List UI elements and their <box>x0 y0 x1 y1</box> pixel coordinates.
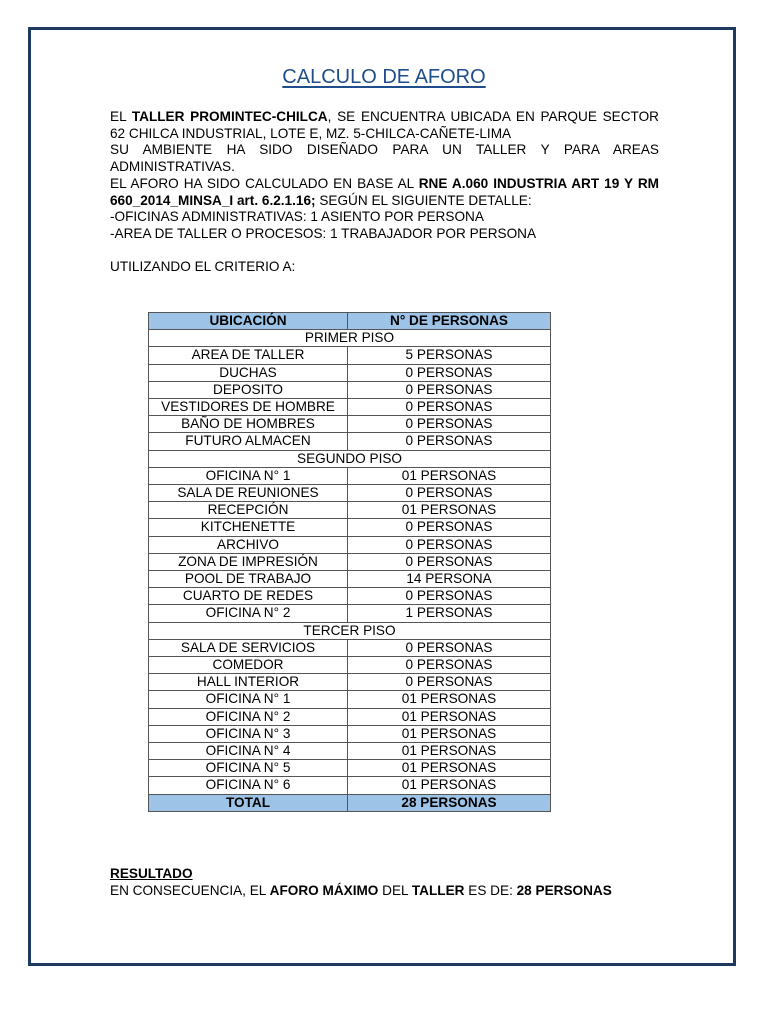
table-row <box>149 467 551 484</box>
section-title: TERCER PISO <box>149 622 551 639</box>
result-heading: RESULTADO <box>110 866 193 881</box>
table-row <box>149 433 551 450</box>
criterion-intro: UTILIZANDO EL CRITERIO A: <box>110 259 296 275</box>
location-cell: POOL DE TRABAJO <box>149 571 348 588</box>
table-row <box>149 364 551 381</box>
table-row <box>149 519 551 536</box>
table-row <box>149 725 551 742</box>
persons-cell: 0 PERSONAS <box>348 485 551 502</box>
persons-cell: 01 PERSONAS <box>348 502 551 519</box>
page-title: CALCULO DE AFORO <box>282 66 486 88</box>
persons-cell: 01 PERSONAS <box>348 777 551 794</box>
persons-cell: 0 PERSONAS <box>348 433 551 450</box>
header-location: UBICACIÓN <box>149 313 348 330</box>
location-cell: KITCHENETTE <box>149 519 348 536</box>
location-cell: RECEPCIÓN <box>149 502 348 519</box>
location-cell: ARCHIVO <box>149 536 348 553</box>
table-row <box>149 416 551 433</box>
persons-cell: 0 PERSONAS <box>348 639 551 656</box>
location-cell: OFICINA N° 2 <box>149 605 348 622</box>
table-row <box>149 485 551 502</box>
persons-cell: 01 PERSONAS <box>348 691 551 708</box>
section-row <box>149 622 551 639</box>
location-cell: OFICINA N° 3 <box>149 725 348 742</box>
table-row <box>149 691 551 708</box>
table-row <box>149 588 551 605</box>
criterion-offices: -OFICINAS ADMINISTRATIVAS: 1 ASIENTO POR PERSONA <box>110 209 484 225</box>
persons-cell: 0 PERSONAS <box>348 536 551 553</box>
table-row <box>149 639 551 656</box>
table-row <box>149 502 551 519</box>
table-row <box>149 657 551 674</box>
total-row <box>149 794 551 811</box>
location-cell: ZONA DE IMPRESIÓN <box>149 553 348 570</box>
persons-cell: 0 PERSONAS <box>348 519 551 536</box>
location-cell: FUTURO ALMACEN <box>149 433 348 450</box>
section-title: SEGUNDO PISO <box>149 450 551 467</box>
table-row <box>149 571 551 588</box>
location-cell: OFICINA N° 1 <box>149 467 348 484</box>
intro-text <box>110 109 659 276</box>
location-cell: HALL INTERIOR <box>149 674 348 691</box>
table-row <box>149 347 551 364</box>
location-cell: DEPOSITO <box>149 381 348 398</box>
persons-cell: 0 PERSONAS <box>348 657 551 674</box>
location-cell: OFICINA N° 5 <box>149 760 348 777</box>
intro-paragraph-location: EL TALLER PROMINTEC-CHILCA, SE ENCUENTRA UBICADA EN PARQUE SECTOR 62 CHILCA INDUSTRIAL, LOTE E, MZ. 5-CHILCA-CAÑETE-LIMA <box>110 109 659 141</box>
persons-cell: 01 PERSONAS <box>348 725 551 742</box>
table-row <box>149 743 551 760</box>
persons-cell: 14 PERSONA <box>348 571 551 588</box>
location-cell: OFICINA N° 6 <box>149 777 348 794</box>
persons-cell: 0 PERSONAS <box>348 364 551 381</box>
location-cell: SALA DE SERVICIOS <box>149 639 348 656</box>
criterion-workshop: -AREA DE TALLER O PROCESOS: 1 TRABAJADOR POR PERSONA <box>110 225 537 241</box>
table-row <box>149 777 551 794</box>
location-cell: OFICINA N° 4 <box>149 743 348 760</box>
persons-cell: 0 PERSONAS <box>348 416 551 433</box>
location-cell: SALA DE REUNIONES <box>149 485 348 502</box>
persons-cell: 01 PERSONAS <box>348 708 551 725</box>
intro-paragraph-basis: EL AFORO HA SIDO CALCULADO EN BASE AL RNE A.060 INDUSTRIA ART 19 Y RM 660_2014_MINSA_I art. 6.2.1.16; SEGÚN EL SIGUIENTE DETALLE: <box>110 175 659 208</box>
table-header-row <box>149 313 551 330</box>
persons-cell: 0 PERSONAS <box>348 588 551 605</box>
section-row <box>149 330 551 347</box>
location-cell: BAÑO DE HOMBRES <box>149 416 348 433</box>
table-row <box>149 553 551 570</box>
table-row <box>149 674 551 691</box>
location-cell: OFICINA N° 1 <box>149 691 348 708</box>
table-row <box>149 760 551 777</box>
result-text: EN CONSECUENCIA, EL AFORO MÁXIMO DEL TALLER ES DE: 28 PERSONAS <box>110 882 612 898</box>
header-persons: N° DE PERSONAS <box>348 313 551 330</box>
persons-cell: 01 PERSONAS <box>348 760 551 777</box>
intro-paragraph-design: SU AMBIENTE HA SIDO DISEÑADO PARA UN TALLER Y PARA AREAS ADMINISTRATIVAS. <box>110 142 659 175</box>
result-section <box>110 866 659 899</box>
persons-cell: 01 PERSONAS <box>348 743 551 760</box>
location-cell: DUCHAS <box>149 364 348 381</box>
total-label: TOTAL <box>149 794 348 811</box>
total-value: 28 PERSONAS <box>348 794 551 811</box>
location-cell: OFICINA N° 2 <box>149 708 348 725</box>
persons-cell: 0 PERSONAS <box>348 399 551 416</box>
persons-cell: 01 PERSONAS <box>348 467 551 484</box>
persons-cell: 0 PERSONAS <box>348 381 551 398</box>
persons-cell: 1 PERSONAS <box>348 605 551 622</box>
table-row <box>149 708 551 725</box>
section-row <box>149 450 551 467</box>
location-cell: CUARTO DE REDES <box>149 588 348 605</box>
occupancy-table <box>148 312 551 812</box>
location-cell: VESTIDORES DE HOMBRE <box>149 399 348 416</box>
table-row <box>149 605 551 622</box>
location-cell: AREA DE TALLER <box>149 347 348 364</box>
persons-cell: 5 PERSONAS <box>348 347 551 364</box>
location-cell: COMEDOR <box>149 657 348 674</box>
table-row <box>149 399 551 416</box>
table-row <box>149 536 551 553</box>
persons-cell: 0 PERSONAS <box>348 674 551 691</box>
table-row <box>149 381 551 398</box>
section-title: PRIMER PISO <box>149 330 551 347</box>
persons-cell: 0 PERSONAS <box>348 553 551 570</box>
